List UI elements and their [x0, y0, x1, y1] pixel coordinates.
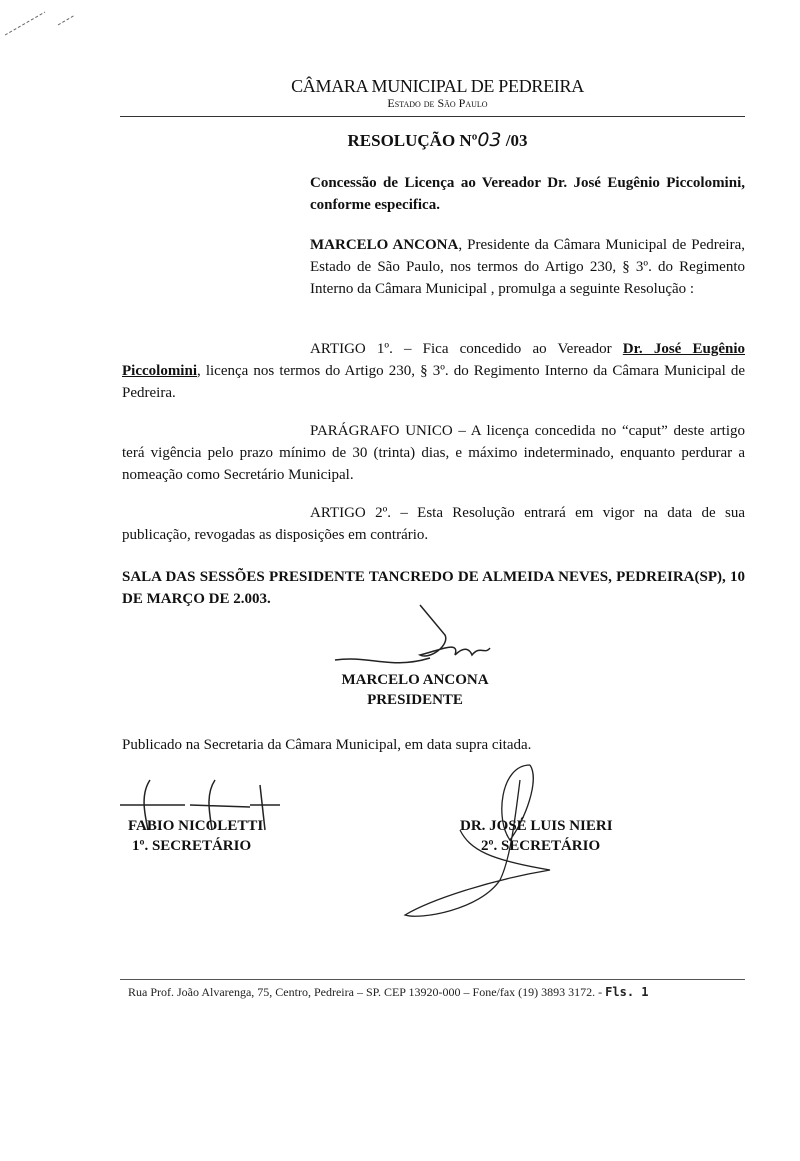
- president-name: MARCELO ANCONA: [341, 672, 489, 688]
- resolution-label: RESOLUÇÃO Nº: [347, 131, 478, 150]
- header-title: CÂMARA MUNICIPAL DE PEDREIRA: [291, 76, 584, 96]
- article-1: [122, 338, 745, 404]
- secretary-2-role: 2º. SECRETÁRIO: [481, 838, 601, 854]
- published-note: Publicado na Secretaria da Câmara Municipal, em data supra citada.: [122, 737, 532, 753]
- resolution-number: 03: [477, 129, 502, 151]
- article-2-text: – Esta Resolução entrará em vigor na data de sua publicação, revogadas as disposições em contrário.: [122, 505, 745, 543]
- paragraph-unico: [122, 420, 745, 486]
- article-1-label: ARTIGO 1º.: [310, 341, 393, 357]
- secretary-2-name: DR. JOSÉ LUIS NIERI: [460, 818, 613, 834]
- resolution-year: /03: [505, 131, 528, 150]
- resolution-title: [0, 129, 800, 151]
- president-role: PRESIDENTE: [367, 692, 463, 708]
- secretary-1-role: 1º. SECRETÁRIO: [132, 838, 252, 854]
- footer-rule: [120, 979, 745, 980]
- preamble-text: , Presidente da Câmara Municipal de Pedreira, Estado de São Paulo, nos termos do Artigo 230, § 3º. do Regimento Interno da Câmara Municipal , promulga a seguinte Resolução :: [310, 237, 745, 297]
- president-signature: [330, 600, 500, 675]
- paragraph-text: – A licença concedida no “caput” deste artigo terá vigência pelo prazo mínimo de 30 (trinta) dias, e máximo indeterminado, enquanto perdurar a nomeação como Secretário Municipal.: [122, 423, 745, 483]
- page-number: Fls. 1: [605, 985, 649, 999]
- header-subtitle: Estado de São Paulo: [387, 96, 488, 110]
- president-name-inline: MARCELO ANCONA: [310, 237, 459, 253]
- footer-address: Rua Prof. João Alvarenga, 75, Centro, Pedreira – SP. CEP 13920-000 – Fone/fax (19) 3893 3172. -: [128, 985, 603, 999]
- paragraph-label: PARÁGRAFO UNICO: [310, 423, 453, 439]
- summary: Concessão de Licença ao Vereador Dr. José Eugênio Piccolomini, conforme especifica.: [310, 175, 745, 213]
- article-2: [122, 502, 745, 546]
- secretary-1-name: FABIO NICOLETTI: [128, 818, 264, 834]
- councilor-name: Dr. José Eugênio Piccolomini: [122, 341, 745, 379]
- preamble: [310, 234, 745, 300]
- closing: SALA DAS SESSÕES PRESIDENTE TANCREDO DE ALMEIDA NEVES, PEDREIRA(SP), 10 DE MARÇO DE 2.003.: [122, 569, 745, 607]
- scan-marks: [0, 0, 90, 40]
- article-2-label: ARTIGO 2º.: [310, 505, 391, 521]
- footer: [128, 985, 748, 1000]
- article-1-post: , licença nos termos do Artigo 230, § 3º. do Regimento Interno da Câmara Municipal de Pedreira.: [122, 363, 745, 401]
- header-rule: [120, 116, 745, 117]
- article-1-pre: – Fica concedido ao Vereador: [392, 341, 623, 357]
